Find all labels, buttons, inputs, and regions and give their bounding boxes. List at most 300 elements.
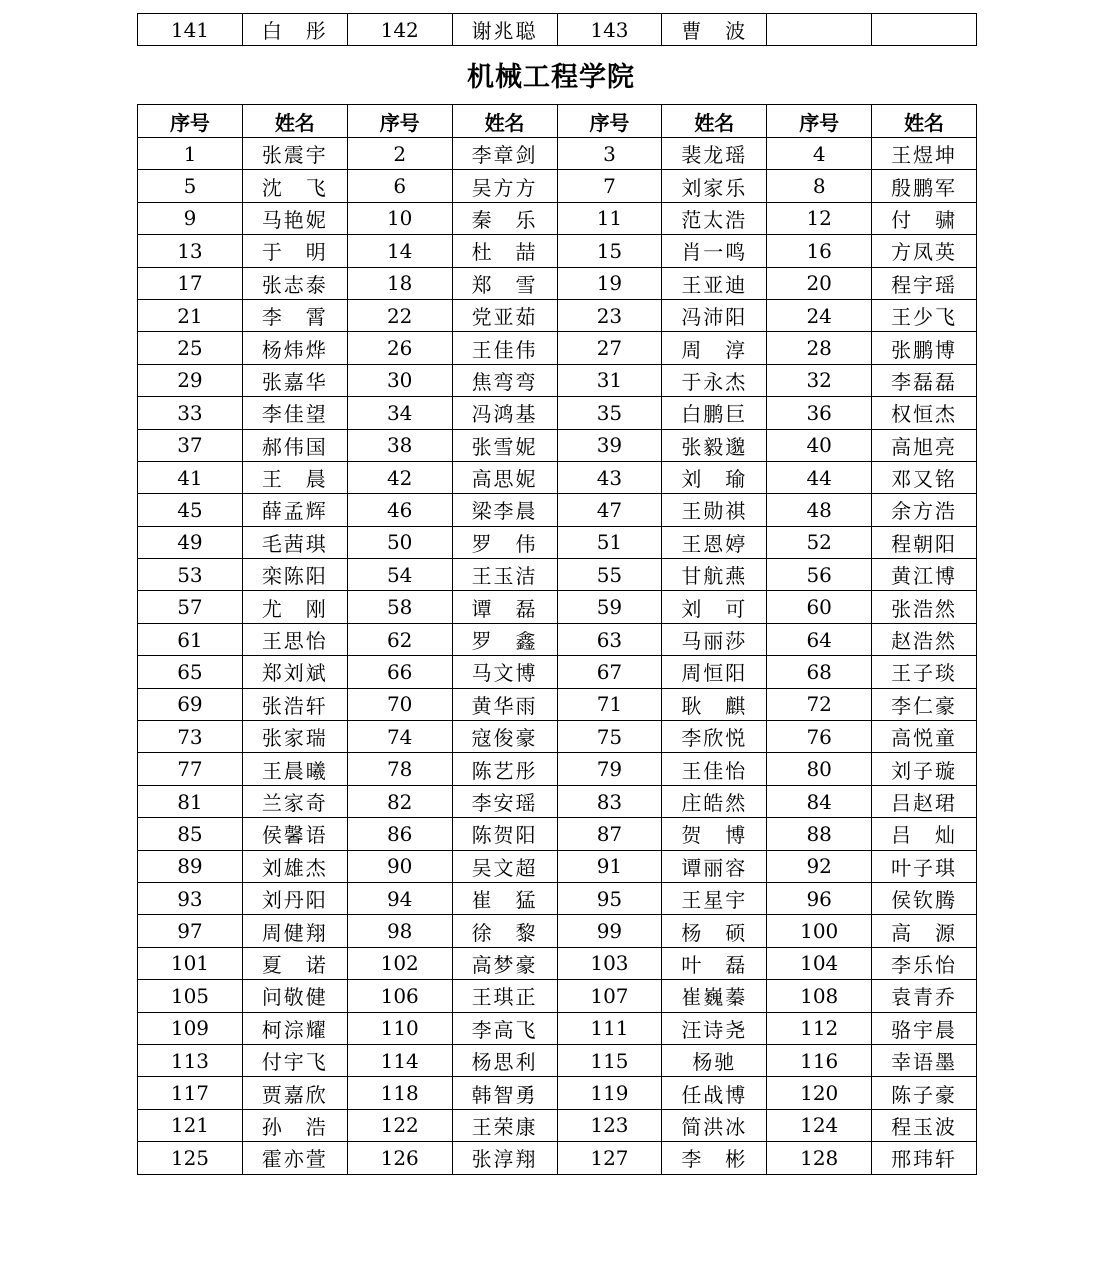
serial-number-cell: 68 (767, 656, 872, 688)
student-name-cell: 高 源 (872, 915, 977, 947)
table-row (138, 947, 977, 979)
serial-number-cell: 102 (347, 947, 452, 979)
serial-number-cell: 104 (767, 947, 872, 979)
serial-number-cell: 80 (767, 753, 872, 785)
table-row (138, 882, 977, 914)
student-name-cell: 李磊磊 (872, 364, 977, 396)
serial-number-cell: 72 (767, 688, 872, 720)
table-row (138, 332, 977, 364)
student-name-cell: 李高飞 (452, 1012, 557, 1044)
serial-number-cell: 82 (347, 785, 452, 817)
student-name-cell: 王星宇 (662, 882, 767, 914)
student-name-cell: 马丽莎 (662, 623, 767, 655)
student-name-cell: 周恒阳 (662, 656, 767, 688)
table-row (138, 235, 977, 267)
table-row (138, 299, 977, 331)
table-row (138, 980, 977, 1012)
serial-number-cell: 71 (557, 688, 662, 720)
table-row (138, 429, 977, 461)
serial-number-cell: 142 (347, 14, 452, 46)
serial-number-cell: 94 (347, 882, 452, 914)
student-name-cell: 耿 麒 (662, 688, 767, 720)
table-row (138, 267, 977, 299)
student-name-cell: 吕赵珺 (872, 785, 977, 817)
table-row (138, 915, 977, 947)
student-name-cell: 刘子璇 (872, 753, 977, 785)
serial-number-cell: 76 (767, 721, 872, 753)
serial-number-cell: 32 (767, 364, 872, 396)
serial-number-cell: 47 (557, 494, 662, 526)
serial-number-cell: 96 (767, 882, 872, 914)
serial-number-cell: 50 (347, 526, 452, 558)
column-header-serial: 序号 (557, 105, 662, 138)
serial-number-cell: 66 (347, 656, 452, 688)
student-name-cell: 寇俊豪 (452, 721, 557, 753)
serial-number-cell: 39 (557, 429, 662, 461)
serial-number-cell: 41 (138, 461, 243, 493)
student-name-cell: 侯钦腾 (872, 882, 977, 914)
serial-number-cell: 90 (347, 850, 452, 882)
table-row (138, 138, 977, 170)
serial-number-cell: 143 (557, 14, 662, 46)
serial-number-cell: 5 (138, 170, 243, 202)
student-name-cell: 程朝阳 (872, 526, 977, 558)
student-name-cell: 刘丹阳 (242, 882, 347, 914)
serial-number-cell: 111 (557, 1012, 662, 1044)
student-name-cell: 谢兆聪 (452, 14, 557, 46)
serial-number-cell: 31 (557, 364, 662, 396)
column-header-name: 姓名 (452, 105, 557, 138)
serial-number-cell: 69 (138, 688, 243, 720)
student-name-cell: 尤 刚 (242, 591, 347, 623)
table-row (138, 1012, 977, 1044)
serial-number-cell: 87 (557, 818, 662, 850)
student-name-cell: 王 晨 (242, 461, 347, 493)
student-name-cell: 毛茜琪 (242, 526, 347, 558)
student-name-cell: 陈艺彤 (452, 753, 557, 785)
serial-number-cell: 51 (557, 526, 662, 558)
student-name-cell: 沈 飞 (242, 170, 347, 202)
student-name-cell: 骆宇晨 (872, 1012, 977, 1044)
serial-number-cell: 107 (557, 980, 662, 1012)
serial-number-cell: 79 (557, 753, 662, 785)
table-row (138, 364, 977, 396)
serial-number-cell: 1 (138, 138, 243, 170)
table-row (138, 785, 977, 817)
student-name-cell: 崔 猛 (452, 882, 557, 914)
serial-number-cell: 33 (138, 397, 243, 429)
serial-number-cell: 40 (767, 429, 872, 461)
student-name-cell: 王思怡 (242, 623, 347, 655)
student-name-cell: 夏 诺 (242, 947, 347, 979)
serial-number-cell: 86 (347, 818, 452, 850)
previous-section-table (137, 13, 977, 46)
serial-number-cell: 64 (767, 623, 872, 655)
serial-number-cell: 73 (138, 721, 243, 753)
student-name-cell: 吕 灿 (872, 818, 977, 850)
serial-number-cell: 101 (138, 947, 243, 979)
serial-number-cell: 61 (138, 623, 243, 655)
serial-number-cell: 119 (557, 1077, 662, 1109)
table-row (138, 494, 977, 526)
serial-number-cell: 59 (557, 591, 662, 623)
serial-number-cell: 42 (347, 461, 452, 493)
student-name-cell: 杨 硕 (662, 915, 767, 947)
student-name-cell: 李仁豪 (872, 688, 977, 720)
student-name-cell: 赵浩然 (872, 623, 977, 655)
table-row (138, 688, 977, 720)
student-name-cell: 贾嘉欣 (242, 1077, 347, 1109)
column-header-serial: 序号 (347, 105, 452, 138)
serial-number-cell: 3 (557, 138, 662, 170)
student-name-cell: 杨炜烨 (242, 332, 347, 364)
serial-number-cell (767, 14, 872, 46)
student-name-cell: 李 霄 (242, 299, 347, 331)
student-name-cell: 邢玮轩 (872, 1142, 977, 1174)
student-name-cell: 程宇瑶 (872, 267, 977, 299)
serial-number-cell: 29 (138, 364, 243, 396)
serial-number-cell: 28 (767, 332, 872, 364)
serial-number-cell: 57 (138, 591, 243, 623)
student-name-cell: 李欣悦 (662, 721, 767, 753)
student-name-cell: 张家瑞 (242, 721, 347, 753)
serial-number-cell: 2 (347, 138, 452, 170)
serial-number-cell: 25 (138, 332, 243, 364)
student-name-cell (872, 14, 977, 46)
serial-number-cell: 17 (138, 267, 243, 299)
table-row (138, 1044, 977, 1076)
serial-number-cell: 85 (138, 818, 243, 850)
column-header-name: 姓名 (872, 105, 977, 138)
student-name-cell: 张鹏博 (872, 332, 977, 364)
section-title: 机械工程学院 (467, 62, 635, 93)
serial-number-cell: 45 (138, 494, 243, 526)
serial-number-cell: 62 (347, 623, 452, 655)
serial-number-cell: 83 (557, 785, 662, 817)
serial-number-cell: 121 (138, 1109, 243, 1141)
student-name-cell: 简洪冰 (662, 1109, 767, 1141)
serial-number-cell: 93 (138, 882, 243, 914)
column-header-serial: 序号 (767, 105, 872, 138)
serial-number-cell: 98 (347, 915, 452, 947)
student-name-cell: 马文博 (452, 656, 557, 688)
table-row (138, 559, 977, 591)
serial-number-cell: 26 (347, 332, 452, 364)
serial-number-cell: 7 (557, 170, 662, 202)
student-name-cell: 李安瑶 (452, 785, 557, 817)
student-name-cell: 王勋祺 (662, 494, 767, 526)
serial-number-cell: 46 (347, 494, 452, 526)
serial-number-cell: 116 (767, 1044, 872, 1076)
student-name-cell: 叶子琪 (872, 850, 977, 882)
serial-number-cell: 22 (347, 299, 452, 331)
student-name-cell: 庄皓然 (662, 785, 767, 817)
student-name-cell: 王玉洁 (452, 559, 557, 591)
student-name-cell: 问敬健 (242, 980, 347, 1012)
student-name-cell: 张志泰 (242, 267, 347, 299)
student-name-cell: 罗 伟 (452, 526, 557, 558)
serial-number-cell: 14 (347, 235, 452, 267)
table-row (138, 818, 977, 850)
student-name-cell: 范太浩 (662, 202, 767, 234)
student-name-cell: 栾陈阳 (242, 559, 347, 591)
student-name-cell: 袁青乔 (872, 980, 977, 1012)
serial-number-cell: 8 (767, 170, 872, 202)
student-name-cell: 张雪妮 (452, 429, 557, 461)
serial-number-cell: 55 (557, 559, 662, 591)
student-name-cell: 高思妮 (452, 461, 557, 493)
serial-number-cell: 100 (767, 915, 872, 947)
student-name-cell: 王晨曦 (242, 753, 347, 785)
student-name-cell: 任战博 (662, 1077, 767, 1109)
serial-number-cell: 63 (557, 623, 662, 655)
serial-number-cell: 123 (557, 1109, 662, 1141)
serial-number-cell: 27 (557, 332, 662, 364)
student-name-cell: 谭 磊 (452, 591, 557, 623)
serial-number-cell: 122 (347, 1109, 452, 1141)
serial-number-cell: 81 (138, 785, 243, 817)
column-header-serial: 序号 (138, 105, 243, 138)
table-row (138, 753, 977, 785)
header-row (138, 105, 977, 138)
student-name-cell: 李佳望 (242, 397, 347, 429)
student-name-cell: 殷鹏军 (872, 170, 977, 202)
student-name-cell: 刘 可 (662, 591, 767, 623)
student-name-cell: 高悦童 (872, 721, 977, 753)
student-name-cell: 崔巍蓁 (662, 980, 767, 1012)
student-name-cell: 张浩然 (872, 591, 977, 623)
student-name-cell: 侯馨语 (242, 818, 347, 850)
serial-number-cell: 43 (557, 461, 662, 493)
student-name-cell: 张震宇 (242, 138, 347, 170)
serial-number-cell: 70 (347, 688, 452, 720)
student-name-cell: 杜 喆 (452, 235, 557, 267)
serial-number-cell: 36 (767, 397, 872, 429)
student-name-cell: 贺 博 (662, 818, 767, 850)
serial-number-cell: 30 (347, 364, 452, 396)
table-row (138, 397, 977, 429)
serial-number-cell: 19 (557, 267, 662, 299)
serial-number-cell: 105 (138, 980, 243, 1012)
table-row (138, 526, 977, 558)
student-name-cell: 焦弯弯 (452, 364, 557, 396)
student-name-cell: 韩智勇 (452, 1077, 557, 1109)
serial-number-cell: 12 (767, 202, 872, 234)
serial-number-cell: 24 (767, 299, 872, 331)
serial-number-cell: 21 (138, 299, 243, 331)
serial-number-cell: 44 (767, 461, 872, 493)
student-name-cell: 付 骕 (872, 202, 977, 234)
serial-number-cell: 11 (557, 202, 662, 234)
serial-number-cell: 67 (557, 656, 662, 688)
student-name-cell: 李 彬 (662, 1142, 767, 1174)
student-name-cell: 周 淳 (662, 332, 767, 364)
serial-number-cell: 95 (557, 882, 662, 914)
student-name-cell: 白鹏巨 (662, 397, 767, 429)
serial-number-cell: 15 (557, 235, 662, 267)
student-name-cell: 冯鸿基 (452, 397, 557, 429)
serial-number-cell: 35 (557, 397, 662, 429)
serial-number-cell: 60 (767, 591, 872, 623)
serial-number-cell: 10 (347, 202, 452, 234)
student-name-cell: 叶 磊 (662, 947, 767, 979)
serial-number-cell: 118 (347, 1077, 452, 1109)
student-name-cell: 曹 波 (662, 14, 767, 46)
serial-number-cell: 92 (767, 850, 872, 882)
serial-number-cell: 124 (767, 1109, 872, 1141)
table-row (138, 591, 977, 623)
student-name-cell: 王佳伟 (452, 332, 557, 364)
serial-number-cell: 75 (557, 721, 662, 753)
student-name-cell: 孙 浩 (242, 1109, 347, 1141)
student-name-cell: 梁李晨 (452, 494, 557, 526)
student-name-cell: 裴龙瑶 (662, 138, 767, 170)
student-name-cell: 余方浩 (872, 494, 977, 526)
student-name-cell: 程玉波 (872, 1109, 977, 1141)
student-name-cell: 谭丽容 (662, 850, 767, 882)
student-name-cell: 秦 乐 (452, 202, 557, 234)
student-name-cell: 邓又铭 (872, 461, 977, 493)
table-row (138, 14, 977, 46)
student-name-cell: 党亚茹 (452, 299, 557, 331)
serial-number-cell: 20 (767, 267, 872, 299)
student-name-cell: 王少飞 (872, 299, 977, 331)
serial-number-cell: 106 (347, 980, 452, 1012)
table-row (138, 850, 977, 882)
student-name-cell: 王恩婷 (662, 526, 767, 558)
serial-number-cell: 58 (347, 591, 452, 623)
student-name-cell: 刘雄杰 (242, 850, 347, 882)
student-name-cell: 霍亦萱 (242, 1142, 347, 1174)
student-name-cell: 汪诗尧 (662, 1012, 767, 1044)
serial-number-cell: 128 (767, 1142, 872, 1174)
student-name-cell: 柯淙耀 (242, 1012, 347, 1044)
student-name-cell: 王子琰 (872, 656, 977, 688)
student-name-cell: 马艳妮 (242, 202, 347, 234)
student-name-cell: 郑 雪 (452, 267, 557, 299)
serial-number-cell: 52 (767, 526, 872, 558)
serial-number-cell: 6 (347, 170, 452, 202)
student-name-cell: 甘航燕 (662, 559, 767, 591)
student-name-cell: 冯沛阳 (662, 299, 767, 331)
table-row (138, 721, 977, 753)
student-name-cell: 权恒杰 (872, 397, 977, 429)
serial-number-cell: 103 (557, 947, 662, 979)
student-name-cell: 刘 瑜 (662, 461, 767, 493)
student-name-cell: 郑刘斌 (242, 656, 347, 688)
student-name-cell: 王荣康 (452, 1109, 557, 1141)
serial-number-cell: 84 (767, 785, 872, 817)
serial-number-cell: 109 (138, 1012, 243, 1044)
serial-number-cell: 126 (347, 1142, 452, 1174)
column-header-name: 姓名 (242, 105, 347, 138)
serial-number-cell: 99 (557, 915, 662, 947)
serial-number-cell: 54 (347, 559, 452, 591)
student-name-cell: 于永杰 (662, 364, 767, 396)
serial-number-cell: 4 (767, 138, 872, 170)
student-name-cell: 吴方方 (452, 170, 557, 202)
student-name-cell: 黄江博 (872, 559, 977, 591)
serial-number-cell: 65 (138, 656, 243, 688)
student-name-cell: 吴文超 (452, 850, 557, 882)
serial-number-cell: 141 (138, 14, 243, 46)
student-name-cell: 徐 黎 (452, 915, 557, 947)
serial-number-cell: 74 (347, 721, 452, 753)
serial-number-cell: 97 (138, 915, 243, 947)
table-row (138, 623, 977, 655)
serial-number-cell: 49 (138, 526, 243, 558)
student-name-cell: 李乐怡 (872, 947, 977, 979)
student-name-cell: 张浩轩 (242, 688, 347, 720)
student-name-cell: 张嘉华 (242, 364, 347, 396)
student-name-cell: 郝伟国 (242, 429, 347, 461)
table-row (138, 170, 977, 202)
roster-body (138, 138, 977, 1175)
student-name-cell: 张毅邈 (662, 429, 767, 461)
serial-number-cell: 112 (767, 1012, 872, 1044)
student-name-cell: 杨驰 (662, 1044, 767, 1076)
serial-number-cell: 89 (138, 850, 243, 882)
student-name-cell: 白 彤 (242, 14, 347, 46)
serial-number-cell: 113 (138, 1044, 243, 1076)
student-name-cell: 杨思利 (452, 1044, 557, 1076)
table-row (138, 461, 977, 493)
student-name-cell: 张淳翔 (452, 1142, 557, 1174)
student-name-cell: 王煜坤 (872, 138, 977, 170)
serial-number-cell: 23 (557, 299, 662, 331)
student-name-cell: 肖一鸣 (662, 235, 767, 267)
table-row (138, 656, 977, 688)
student-name-cell: 周健翔 (242, 915, 347, 947)
serial-number-cell: 120 (767, 1077, 872, 1109)
student-name-cell: 幸语墨 (872, 1044, 977, 1076)
serial-number-cell: 108 (767, 980, 872, 1012)
serial-number-cell: 53 (138, 559, 243, 591)
serial-number-cell: 125 (138, 1142, 243, 1174)
student-name-cell: 陈贺阳 (452, 818, 557, 850)
student-name-cell: 王亚迪 (662, 267, 767, 299)
serial-number-cell: 48 (767, 494, 872, 526)
student-name-cell: 刘家乐 (662, 170, 767, 202)
table-row (138, 1077, 977, 1109)
serial-number-cell: 117 (138, 1077, 243, 1109)
student-name-cell: 兰家奇 (242, 785, 347, 817)
student-name-cell: 黄华雨 (452, 688, 557, 720)
serial-number-cell: 18 (347, 267, 452, 299)
student-name-cell: 王琪正 (452, 980, 557, 1012)
serial-number-cell: 127 (557, 1142, 662, 1174)
column-header-name: 姓名 (662, 105, 767, 138)
serial-number-cell: 88 (767, 818, 872, 850)
serial-number-cell: 115 (557, 1044, 662, 1076)
student-name-cell: 高旭亮 (872, 429, 977, 461)
table-row (138, 202, 977, 234)
serial-number-cell: 78 (347, 753, 452, 785)
table-row (138, 1142, 977, 1174)
table-row (138, 1109, 977, 1141)
serial-number-cell: 56 (767, 559, 872, 591)
student-name-cell: 陈子豪 (872, 1077, 977, 1109)
serial-number-cell: 37 (138, 429, 243, 461)
serial-number-cell: 91 (557, 850, 662, 882)
student-name-cell: 方凤英 (872, 235, 977, 267)
serial-number-cell: 77 (138, 753, 243, 785)
student-name-cell: 罗 鑫 (452, 623, 557, 655)
student-name-cell: 于 明 (242, 235, 347, 267)
student-name-cell: 薛孟辉 (242, 494, 347, 526)
student-name-cell: 李章剑 (452, 138, 557, 170)
serial-number-cell: 38 (347, 429, 452, 461)
